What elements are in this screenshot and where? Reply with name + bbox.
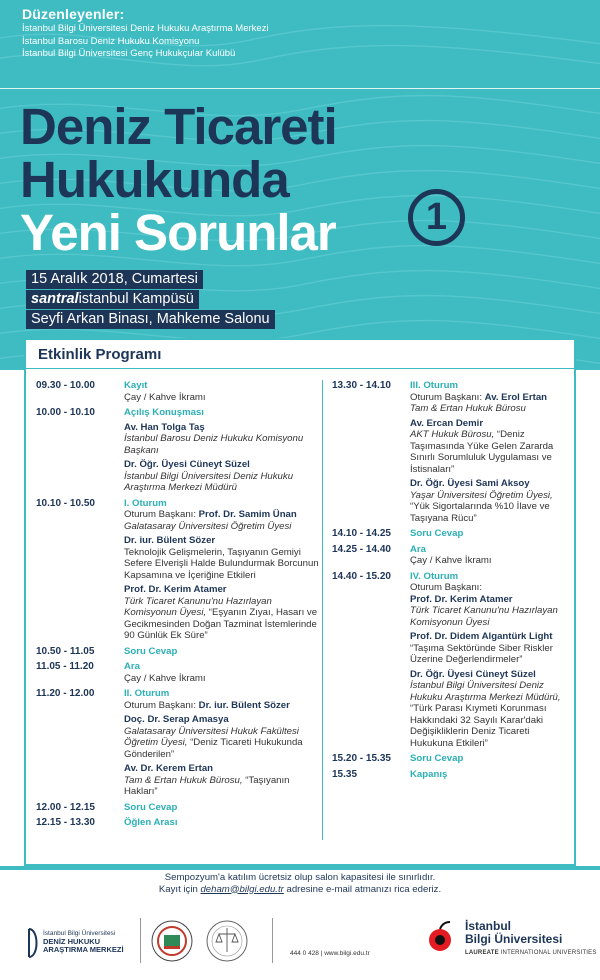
session-chair <box>124 509 324 521</box>
schedule-slot <box>332 380 572 524</box>
program-box <box>24 338 576 866</box>
slot-label: Ara <box>124 661 140 672</box>
slot-details <box>124 498 324 642</box>
speaker-affiliation: İstanbul Barosu Deniz Hukuku Komisyonu Başkanı <box>124 433 304 456</box>
speaker-name: Av. Ercan Demir <box>410 417 484 429</box>
venue-brand: santral <box>31 291 79 307</box>
title-line-2: Hukukunda <box>20 151 289 208</box>
chair-prefix: Oturum Başkanı: <box>124 699 199 711</box>
talk-title: Teknolojik Gelişmelerin, Taşıyanın Gemiyi Sefere Elverişli Halde Bulundurmak Borcunun Kapsamına ve İçeriğine Etkileri <box>124 546 319 581</box>
registration-notice <box>0 870 600 894</box>
slot-label: Öğlen Arası <box>124 817 178 828</box>
speaker-name: Av. Han Tolga Taş <box>124 421 205 433</box>
slot-details <box>410 753 572 765</box>
talk-title: “Deniz Taşımasında Yüke Gelen Zararda Sınırlı Sorumluluk Uygulaması ve İstisnaları” <box>410 429 554 475</box>
slot-time: 12.15 - 13.30 <box>36 817 95 828</box>
slot-time: 10.50 - 11.05 <box>36 645 95 657</box>
header-divider <box>0 88 600 89</box>
slot-time: 14.40 - 15.20 <box>332 570 391 582</box>
speaker-affiliation: Tam & Ertan Hukuk Bürosu, <box>124 774 243 786</box>
notice-pre: Kayıt için <box>158 883 201 895</box>
event-date: 15 Aralık 2018, Cumartesi <box>26 270 203 289</box>
slot-label: Soru Cevap <box>410 528 464 539</box>
program-right-column <box>332 380 572 784</box>
center-line-2: DENİZ HUKUKU <box>43 937 101 946</box>
schedule-slot <box>332 753 572 765</box>
schedule-slot <box>36 661 324 684</box>
slot-details <box>410 769 572 781</box>
speaker-affiliation: Yaşar Üniversitesi Öğretim Üyesi, <box>410 489 553 501</box>
laureate-bold: LAUREATE <box>465 950 499 956</box>
slot-time: 15.35 <box>332 768 358 780</box>
schedule-slot <box>36 646 324 658</box>
talk-title: “Deniz Ticareti Hukukunda Gönderilen” <box>124 737 303 760</box>
slot-details <box>124 646 324 658</box>
talk-title: “Eşyanın Zıyaı, Hasarı ve Gecikmesinden Doğan Tazminat İstemlerinde 90 Günlük Ek Süre” <box>124 607 318 641</box>
slot-details <box>124 802 324 814</box>
slot-note: Çay / Kahve İkramı <box>410 555 492 566</box>
speaker-block <box>124 763 324 798</box>
schedule-slot <box>332 528 572 540</box>
speaker-name: Prof. Dr. Kerim Atamer <box>124 584 227 595</box>
speaker-block <box>410 418 572 476</box>
bilgi-university-logo <box>425 919 597 961</box>
chair-name: Av. Erol Ertan <box>484 391 548 403</box>
partner-seals <box>147 918 267 964</box>
schedule-slot <box>36 817 324 829</box>
speaker-block <box>124 459 324 494</box>
schedule-slot <box>36 802 324 814</box>
organizers-title: Düzenleyenler: <box>22 6 125 22</box>
edition-number-badge: 1 <box>408 189 465 246</box>
slot-label: Kayıt <box>124 380 148 391</box>
slot-time: 14.25 - 14.40 <box>332 543 391 555</box>
schedule-slot <box>332 769 572 781</box>
chair-prefix: Oturum Başkanı: <box>410 391 485 403</box>
schedule-slot <box>332 544 572 567</box>
slot-details <box>124 661 324 684</box>
chair-affiliation: Tam & Ertan Hukuk Bürosu <box>410 403 526 414</box>
apple-logo-icon <box>425 920 459 956</box>
event-title <box>20 100 337 259</box>
slot-label: Kapanış <box>410 768 448 780</box>
speaker-affiliation: Türk Ticaret Kanunu'nu Hazırlayan Komisyonun Üyesi, <box>124 595 272 618</box>
chair-name: Prof. Dr. Samim Ünan <box>198 509 297 520</box>
footer <box>0 898 600 980</box>
bilgi-university-name <box>465 920 562 946</box>
program-left-column <box>36 380 324 833</box>
slot-time: 13.30 - 14.10 <box>332 380 391 391</box>
speaker-name: Av. Dr. Kerem Ertan <box>124 763 214 774</box>
slot-label: Soru Cevap <box>124 801 178 813</box>
session-chair <box>410 582 572 605</box>
event-venue <box>26 290 199 309</box>
d-letter-icon <box>28 928 38 958</box>
footer-divider <box>140 918 141 963</box>
slot-details <box>410 380 572 524</box>
slot-note: Çay / Kahve İkramı <box>124 672 206 684</box>
organizer-item: İstanbul Bilgi Üniversitesi Genç Hukukçular Kulübü <box>22 48 236 59</box>
speaker-name: Dr. Öğr. Üyesi Sami Aksoy <box>410 478 530 489</box>
bilgi-line-2: Bilgi Üniversitesi <box>465 932 563 946</box>
speaker-name: Dr. Öğr. Üyesi Cüneyt Süzel <box>410 668 536 680</box>
slot-label: III. Oturum <box>410 380 458 391</box>
chair-prefix: Oturum Başkanı: <box>124 509 199 520</box>
speaker-name: Dr. Öğr. Üyesi Cüneyt Süzel <box>124 459 250 470</box>
slot-details <box>124 817 324 829</box>
bar-association-seal-icon <box>152 921 192 961</box>
slot-label: II. Oturum <box>124 688 170 699</box>
title-line-1: Deniz Ticareti <box>20 98 337 155</box>
slot-details <box>124 407 324 494</box>
notice-post: adresine e-mail atmanızı rica ederiz. <box>283 883 442 895</box>
slot-time: 15.20 - 15.35 <box>332 753 391 764</box>
venue-name: istanbul Kampüsü <box>78 291 194 307</box>
slot-details <box>124 688 324 798</box>
speaker-name: Dr. iur. Bülent Sözer <box>124 535 216 546</box>
organizer-item: İstanbul Bilgi Üniversitesi Deniz Hukuku Araştırma Merkezi <box>22 23 269 34</box>
footer-divider <box>272 918 273 963</box>
speaker-affiliation: AKT Hukuk Bürosu, <box>410 429 495 440</box>
slot-label: Soru Cevap <box>410 753 464 764</box>
speaker-block <box>410 669 572 750</box>
event-info <box>26 270 275 330</box>
slot-time: 10.00 - 10.10 <box>36 407 95 418</box>
slot-label: Açılış Konuşması <box>124 407 204 418</box>
slot-label: IV. Oturum <box>410 570 459 582</box>
slot-details <box>410 528 572 540</box>
slot-time: 10.10 - 10.50 <box>36 497 95 509</box>
slot-label: Soru Cevap <box>124 645 178 657</box>
center-university: İstanbul Bilgi Üniversitesi <box>43 930 116 937</box>
speaker-block <box>124 422 324 457</box>
session-chair <box>124 700 324 712</box>
program-heading: Etkinlik Programı <box>26 340 574 369</box>
speaker-name: Doç. Dr. Serap Amasya <box>124 714 229 725</box>
laureate-tagline <box>465 950 597 956</box>
slot-details <box>410 544 572 567</box>
slot-note: Çay / Kahve İkramı <box>124 391 206 403</box>
schedule-slot <box>332 571 572 750</box>
chair-name: Dr. iur. Bülent Sözer <box>198 699 290 711</box>
event-hall: Seyfi Arkan Binası, Mahkeme Salonu <box>26 310 275 329</box>
research-center-name <box>43 930 124 954</box>
speaker-affiliation: Galatasaray Üniversitesi Hukuk Fakültesi Öğretim Üyesi, <box>124 725 299 748</box>
speaker-block <box>124 714 324 760</box>
organizers-list <box>22 23 269 61</box>
slot-time: 11.20 - 12.00 <box>36 688 95 699</box>
notice-line-1: Sempozyum'a katılım ücretsiz olup salon kapasitesi ile sınırlıdır. <box>164 872 436 883</box>
slot-time: 12.00 - 12.15 <box>36 801 95 813</box>
speaker-block <box>410 631 572 666</box>
center-line-3: ARAŞTIRMA MERKEZİ <box>43 945 124 954</box>
chair-prefix: Oturum Başkanı: <box>410 582 482 593</box>
notice-bar <box>0 866 600 870</box>
title-line-3: Yeni Sorunlar <box>20 204 336 261</box>
speaker-affiliation: İstanbul Bilgi Üniversitesi Deniz Hukuku Araştırma Merkezi Müdürü <box>124 470 294 493</box>
speaker-block <box>124 584 324 642</box>
law-club-seal-icon <box>207 921 247 961</box>
chair-affiliation: Galatasaray Üniversitesi Öğretim Üyesi <box>124 520 292 532</box>
contact-email-link[interactable]: deham@bilgi.edu.tr <box>200 883 284 895</box>
slot-details <box>124 380 324 403</box>
talk-title: “Türk Parası Kıymeti Korunması Hakkındaki 32 Sayılı Karar'daki Değişikliklerin Deniz Ticareti Hukukuna Etkileri” <box>410 703 547 749</box>
slot-label: I. Oturum <box>124 497 167 509</box>
bilgi-line-1: İstanbul <box>465 919 512 933</box>
session-chair <box>410 392 572 404</box>
speaker-name: Prof. Dr. Didem Algantürk Light <box>410 631 553 642</box>
organizer-item: İstanbul Barosu Deniz Hukuku Komisyonu <box>22 35 200 47</box>
speaker-affiliation: İstanbul Bilgi Üniversitesi Deniz Hukuku Araştırma Merkezi Müdürü, <box>410 680 561 703</box>
talk-title: “Yük Sigortalarında %10 İlave ve Taşıyana Rücu” <box>410 501 550 524</box>
slot-details <box>410 571 572 750</box>
slot-time: 14.10 - 14.25 <box>332 528 391 539</box>
contact-info: 444 0 428 | www.bilgi.edu.tr <box>290 950 370 957</box>
laureate-rest: INTERNATIONAL UNIVERSITIES <box>498 950 597 956</box>
slot-label: Ara <box>410 543 426 555</box>
talk-title: “Taşıyanın Hakları” <box>124 774 290 797</box>
slot-time: 11.05 - 11.20 <box>36 661 94 672</box>
chair-name: Prof. Dr. Kerim Atamer <box>410 593 513 605</box>
schedule-slot <box>36 498 324 642</box>
talk-title: “Taşıma Sektöründe Siber Riskler Üzerine Değerlendirmeler” <box>410 642 553 665</box>
header-banner <box>0 0 600 370</box>
schedule-slot <box>36 688 324 798</box>
speaker-block <box>410 478 572 524</box>
schedule-slot <box>36 407 324 494</box>
notice-line-2 <box>0 884 600 896</box>
schedule-slot <box>36 380 324 403</box>
slot-time: 09.30 - 10.00 <box>36 380 95 391</box>
chair-affiliation: Türk Ticaret Kanunu'nu Hazırlayan Komisyonun Üyesi <box>410 605 558 628</box>
speaker-block <box>124 535 324 581</box>
